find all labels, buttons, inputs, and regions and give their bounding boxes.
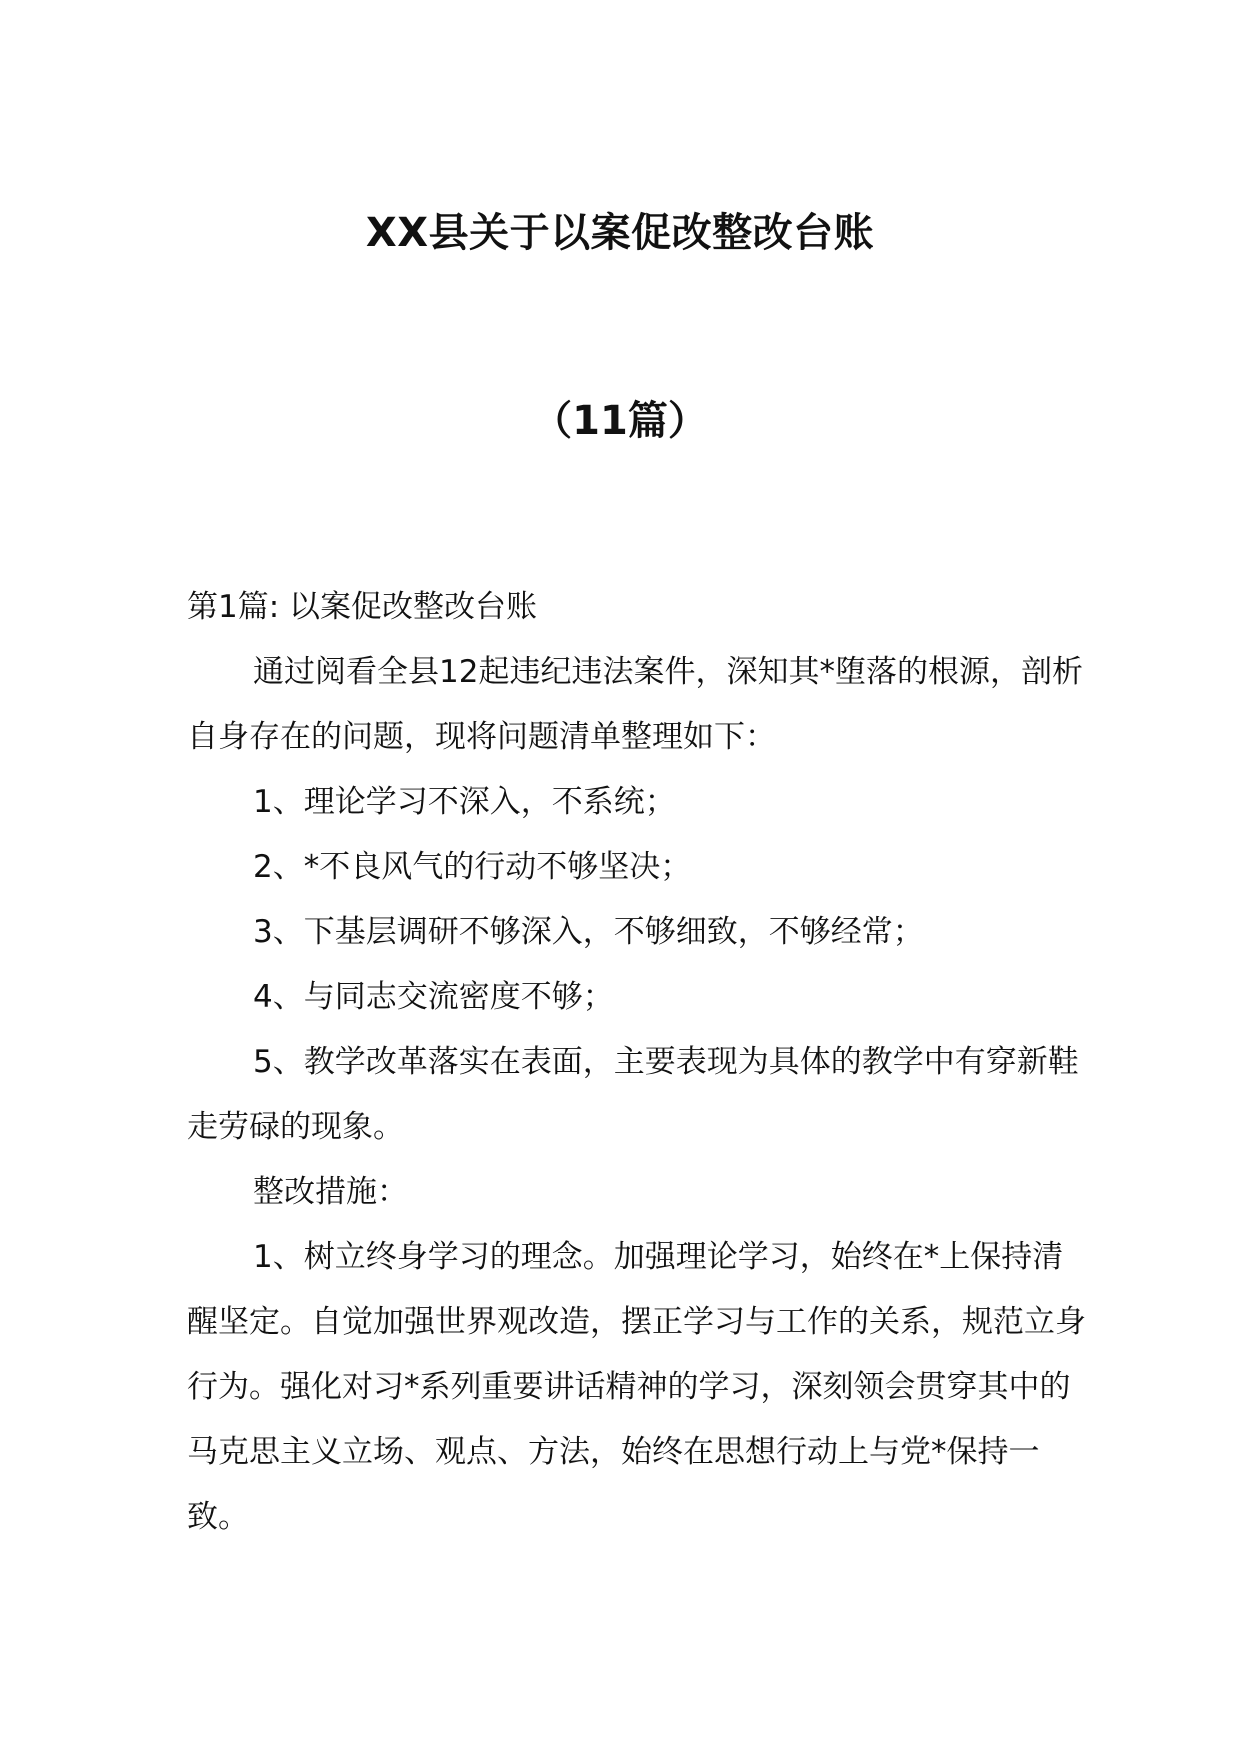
problem-item-3: 3、下基层调研不够深入，不够细致，不够经常； xyxy=(253,914,924,950)
problem-item-2: 2、*不良风气的行动不够坚决； xyxy=(253,849,692,885)
document-title: XX县关于以案促改整改台账 xyxy=(365,210,875,256)
section-heading: 第1篇: 以案促改整改台账 xyxy=(187,589,538,625)
measures-heading: 整改措施： xyxy=(253,1174,408,1210)
problem-item-4: 4、与同志交流密度不够； xyxy=(253,979,614,1015)
intro-paragraph: 通过阅看全县12起违纪违法案件，深知其*堕落的根源，剖析自身存在的问题，现将问题清单整理如下： xyxy=(187,654,1083,755)
document-subtitle: （11篇） xyxy=(532,398,708,444)
problem-item-1: 1、理论学习不深入，不系统； xyxy=(253,784,676,820)
document-body xyxy=(187,575,1087,1550)
measure-item-1: 1、树立终身学习的理念。加强理论学习，始终在*上保持清醒坚定。自觉加强世界观改造，摆正学习与工作的关系，规范立身行为。强化对习*系列重要讲话精神的学习，深刻领会贯穿其中的马克思主义立场、观点、方法，始终在思想行动上与党*保持一致。 xyxy=(187,1239,1086,1535)
problem-item-5: 5、教学改革落实在表面，主要表现为具体的教学中有穿新鞋走劳碌的现象。 xyxy=(187,1044,1079,1145)
